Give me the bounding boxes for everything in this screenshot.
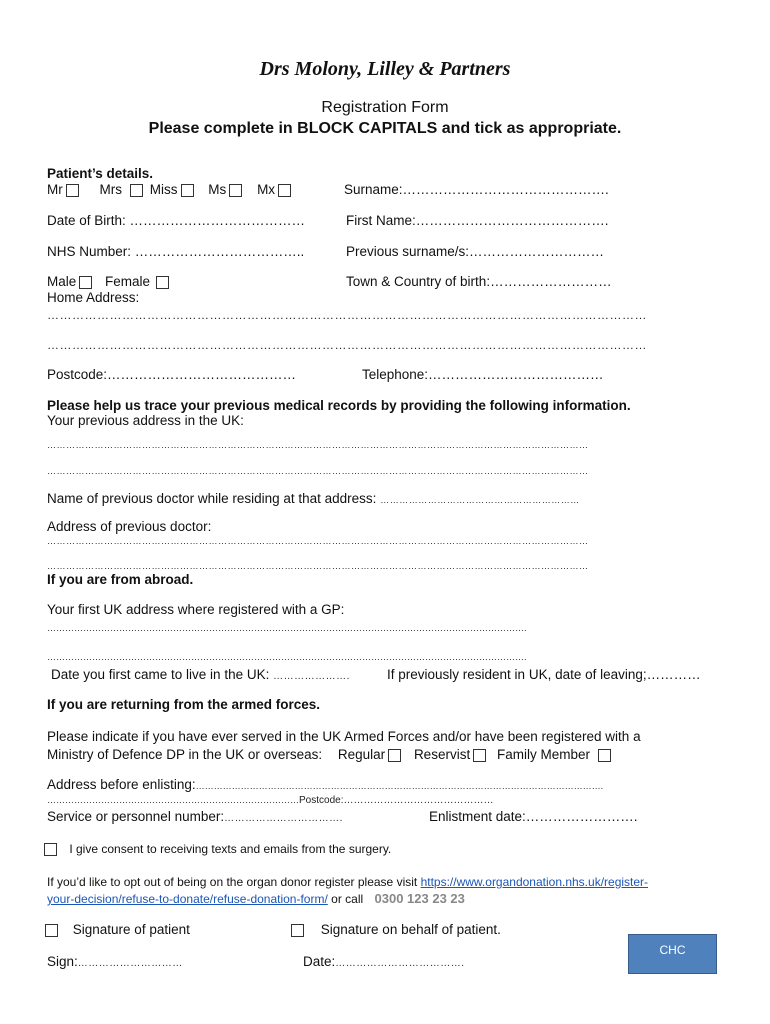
date-field[interactable] xyxy=(303,954,465,969)
previous-surname-field[interactable]: Previous surname/s:………………………… xyxy=(346,244,605,259)
home-address-line-2[interactable]: ……………………………………………………………………………………………………………………………… xyxy=(47,338,647,352)
sign-dots: ………………………… xyxy=(77,958,183,969)
practice-name: Drs Molony, Lilley & Partners xyxy=(259,58,511,80)
title-mrs-label: Mrs xyxy=(99,182,123,197)
title-miss-label: Miss xyxy=(149,182,178,197)
signature-patient-checkbox[interactable] xyxy=(45,924,58,937)
postcode-field[interactable]: Postcode:…………………………………… xyxy=(47,367,297,382)
address-before-enlisting-dots: ………………………………………………………………………………………………………………………. xyxy=(195,781,604,791)
signature-patient-row xyxy=(45,922,190,937)
previous-uk-address-line-1[interactable]: ……………………………………………………………………………………………………………………………………………………… xyxy=(47,440,589,450)
signature-behalf-label: Signature on behalf of patient. xyxy=(320,922,501,937)
signature-behalf-row xyxy=(291,922,501,937)
date-came-to-uk-dots: …………………. xyxy=(273,671,350,682)
reservist-label: Reservist xyxy=(413,747,471,762)
organ-donor-phone: 0300 123 23 23 xyxy=(374,891,465,906)
previous-uk-address-label: Your previous address in the UK: xyxy=(47,413,244,428)
title-options xyxy=(47,182,294,197)
armed-forces-text-1: Please indicate if you have ever served in the UK Armed Forces and/or have been registered with a xyxy=(47,729,641,744)
reservist-checkbox[interactable] xyxy=(473,749,486,762)
title-mx-label: Mx xyxy=(257,182,276,197)
organ-donor-link[interactable]: https://www.organdonation.nhs.uk/register- xyxy=(420,875,649,889)
consent-checkbox[interactable] xyxy=(44,843,57,856)
date-came-to-uk-field[interactable] xyxy=(51,667,350,682)
female-label: Female xyxy=(105,274,151,289)
service-number-label: Service or personnel number: xyxy=(47,809,225,824)
form-title: Registration Form xyxy=(321,99,449,116)
enlisting-address-dots: ………………………………………………………………………… xyxy=(47,795,299,805)
address-before-enlisting-field[interactable] xyxy=(47,777,603,792)
title-miss-checkbox[interactable] xyxy=(181,184,194,197)
home-address-label: Home Address: xyxy=(47,290,140,305)
enlisting-postcode: Postcode:……………………………………… xyxy=(299,795,494,806)
regular-label: Regular xyxy=(337,747,386,762)
signature-behalf-checkbox[interactable] xyxy=(291,924,304,937)
gender-options xyxy=(47,274,172,289)
title-mr-label: Mr xyxy=(47,182,63,197)
abroad-heading: If you are from abroad. xyxy=(47,572,194,587)
female-checkbox[interactable] xyxy=(156,276,169,289)
title-mr-checkbox[interactable] xyxy=(66,184,79,197)
first-name-field[interactable]: First Name:……………………………………. xyxy=(346,213,609,228)
consent-text: I give consent to receiving texts and emails from the surgery. xyxy=(69,842,392,856)
surname-field[interactable]: Surname:………………………………………. xyxy=(344,182,609,197)
title-mx-checkbox[interactable] xyxy=(278,184,291,197)
organ-donor-text: If you’d like to opt out of being on the organ donor register please visit xyxy=(47,875,418,889)
consent-row xyxy=(44,842,391,856)
previous-doctor-address-label: Address of previous doctor: xyxy=(47,519,212,534)
signature-patient-label: Signature of patient xyxy=(72,922,190,937)
family-member-label: Family Member xyxy=(496,747,590,762)
armed-forces-question: Ministry of Defence DP in the UK or overseas: xyxy=(47,747,323,762)
home-address-line-1[interactable]: ……………………………………………………………………………………………………………………………… xyxy=(47,308,647,322)
first-uk-address-label: Your first UK address where registered with a GP: xyxy=(47,602,345,617)
previous-doctor-name-dots: ……………………………………………………… xyxy=(380,495,580,505)
previous-doctor-address-line-2[interactable]: ……………………………………………………………………………………………………………………………………………………… xyxy=(47,561,589,571)
chc-badge: CHC xyxy=(628,934,717,974)
date-dots: ………………………………. xyxy=(335,958,465,969)
service-number-field[interactable] xyxy=(47,809,343,824)
address-before-enlisting-label: Address before enlisting: xyxy=(47,777,196,792)
town-country-birth-field[interactable]: Town & Country of birth:……………………… xyxy=(346,274,612,289)
sign-field[interactable] xyxy=(47,954,183,969)
organ-donor-link-continued[interactable]: your-decision/refuse-to-donate/refuse-donation-form/ xyxy=(47,892,328,906)
date-of-leaving-field[interactable]: If previously resident in UK, date of leaving;………… xyxy=(387,667,701,682)
previous-doctor-name-field[interactable] xyxy=(47,491,580,506)
armed-forces-heading: If you are returning from the armed forces. xyxy=(47,697,321,712)
dob-field[interactable]: Date of Birth: ………………………………… xyxy=(47,213,306,228)
nhs-number-field[interactable]: NHS Number: ……………………………….. xyxy=(47,244,305,259)
previous-doctor-address-line-1[interactable]: ……………………………………………………………………………………………………………………………………………………… xyxy=(47,536,589,546)
telephone-field[interactable]: Telephone:………………………………… xyxy=(362,367,604,382)
records-heading: Please help us trace your previous medical records by providing the following information. xyxy=(47,398,631,413)
previous-uk-address-line-2[interactable]: ……………………………………………………………………………………………………………………………………………………… xyxy=(47,466,589,476)
first-uk-address-line-1[interactable]: ……………………………………………………………………………………………………………………………………………. xyxy=(47,623,527,633)
armed-forces-text-2 xyxy=(47,747,614,762)
male-label: Male xyxy=(47,274,77,289)
title-ms-checkbox[interactable] xyxy=(229,184,242,197)
address-before-enlisting-line-2[interactable] xyxy=(47,795,493,806)
patient-details-heading: Patient’s details. xyxy=(47,166,154,181)
sign-label: Sign: xyxy=(47,954,78,969)
previous-doctor-name-label: Name of previous doctor while residing at that address: xyxy=(47,491,377,506)
date-label: Date: xyxy=(303,954,336,969)
title-ms-label: Ms xyxy=(208,182,227,197)
organ-donor-line-2 xyxy=(47,891,465,906)
or-call-text: or call xyxy=(331,892,364,906)
family-member-checkbox[interactable] xyxy=(598,749,611,762)
service-number-dots: ……………………………. xyxy=(224,813,343,824)
form-instructions: Please complete in BLOCK CAPITALS and tick as appropriate. xyxy=(148,120,622,137)
male-checkbox[interactable] xyxy=(79,276,92,289)
title-mrs-checkbox[interactable] xyxy=(130,184,143,197)
organ-donor-line-1 xyxy=(47,875,648,889)
enlistment-date-field[interactable]: Enlistment date:……………………. xyxy=(429,809,638,824)
date-came-to-uk-label: Date you first came to live in the UK: xyxy=(51,667,270,682)
regular-checkbox[interactable] xyxy=(388,749,401,762)
first-uk-address-line-2[interactable]: ……………………………………………………………………………………………………………………………………………. xyxy=(47,652,527,662)
